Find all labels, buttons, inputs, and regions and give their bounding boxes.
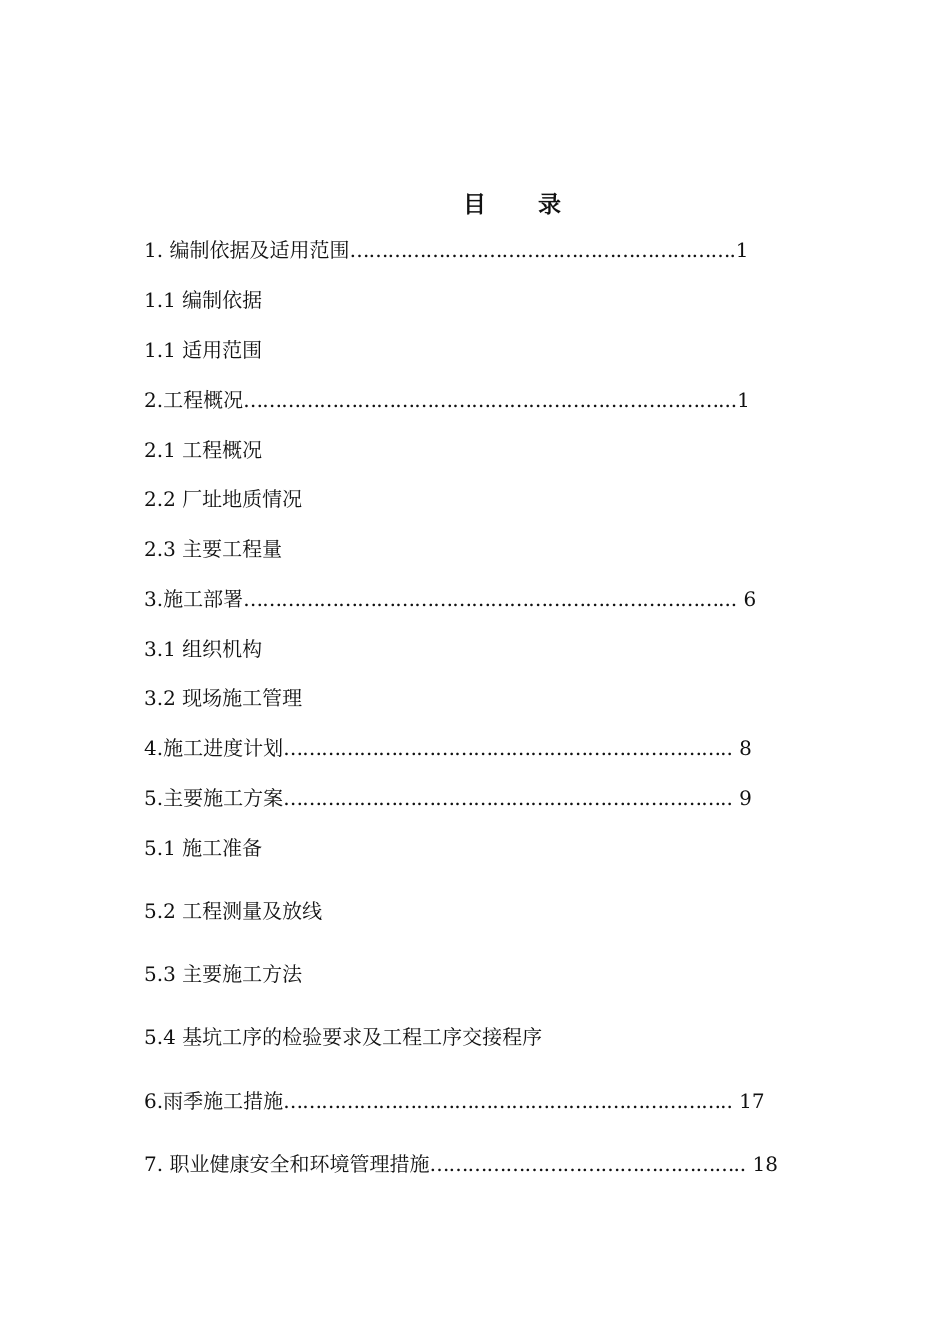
toc-entry[interactable]: [144, 735, 752, 761]
toc-page-number: .. 8: [720, 736, 752, 760]
toc-entry[interactable]: [144, 437, 262, 463]
toc-leader-dots: …………………………………………………………………: [243, 388, 719, 412]
toc-entry[interactable]: [144, 536, 282, 562]
toc-entry-label: 1.1 编制依据: [144, 288, 263, 312]
toc-entry[interactable]: [144, 237, 749, 263]
toc-entry-label: 3.施工部署: [144, 587, 244, 611]
toc-entry-label: 2.工程概况: [144, 388, 244, 412]
toc-leader-dots: ……………………………………………………………: [283, 736, 721, 760]
toc-entry-label: 5.2 工程测量及放线: [144, 899, 323, 923]
page-title: [0, 186, 950, 219]
toc-entry[interactable]: [144, 636, 262, 662]
toc-entry[interactable]: [144, 337, 262, 363]
toc-entry[interactable]: [144, 586, 756, 612]
toc-entry-label: 5.3 主要施工方法: [144, 962, 303, 986]
toc-entry-label: 6.雨季施工措施: [144, 1089, 284, 1113]
toc-leader-dots: …………………………………………: [429, 1152, 734, 1176]
toc-entry-label: 5.4 基坑工序的检验要求及工程工序交接程序: [144, 1025, 543, 1049]
toc-page-number: .. 17: [720, 1089, 765, 1113]
toc-page-number: ... 6: [718, 587, 757, 611]
title-char-right: 录: [538, 191, 561, 218]
toc-entry-label: 3.2 现场施工管理: [144, 686, 303, 710]
toc-leader-dots: ……………………………………………………: [349, 238, 730, 262]
toc-entry-label: 1.1 适用范围: [144, 338, 263, 362]
toc-entry-label: 2.1 工程概况: [144, 438, 263, 462]
toc-entry[interactable]: [144, 1088, 765, 1114]
toc-leader-dots: …………………………………………………………………: [243, 587, 719, 611]
toc-page-number: .1: [729, 238, 749, 262]
toc-entry[interactable]: [144, 1024, 542, 1050]
toc-entry[interactable]: [144, 835, 262, 861]
title-char-left: 目: [463, 191, 486, 218]
toc-entry-label: 7. 职业健康安全和环境管理措施: [144, 1152, 430, 1176]
toc-leader-dots: ……………………………………………………………: [283, 786, 721, 810]
toc-entry-label: 5.1 施工准备: [144, 836, 263, 860]
toc-entry-label: 1. 编制依据及适用范围: [144, 238, 350, 262]
toc-entry-label: 3.1 组织机构: [144, 637, 263, 661]
toc-page-number: .. 9: [720, 786, 752, 810]
toc-entry-label: 5.主要施工方案: [144, 786, 284, 810]
toc-page-number: ...1: [718, 388, 750, 412]
toc-entry[interactable]: [144, 898, 322, 924]
toc-entry[interactable]: [144, 785, 752, 811]
toc-entry[interactable]: [144, 961, 302, 987]
toc-entry-label: 2.2 厂址地质情况: [144, 487, 303, 511]
toc-entry-label: 2.3 主要工程量: [144, 537, 283, 561]
toc-leader-dots: ……………………………………………………………: [283, 1089, 721, 1113]
toc-entry[interactable]: [144, 287, 262, 313]
toc-entry[interactable]: [144, 486, 302, 512]
toc-entry[interactable]: [144, 685, 302, 711]
toc-entry-label: 4.施工进度计划: [144, 736, 284, 760]
toc-page-number: .. 18: [733, 1152, 778, 1176]
toc-entry[interactable]: [144, 387, 750, 413]
toc-entry[interactable]: [144, 1151, 778, 1177]
